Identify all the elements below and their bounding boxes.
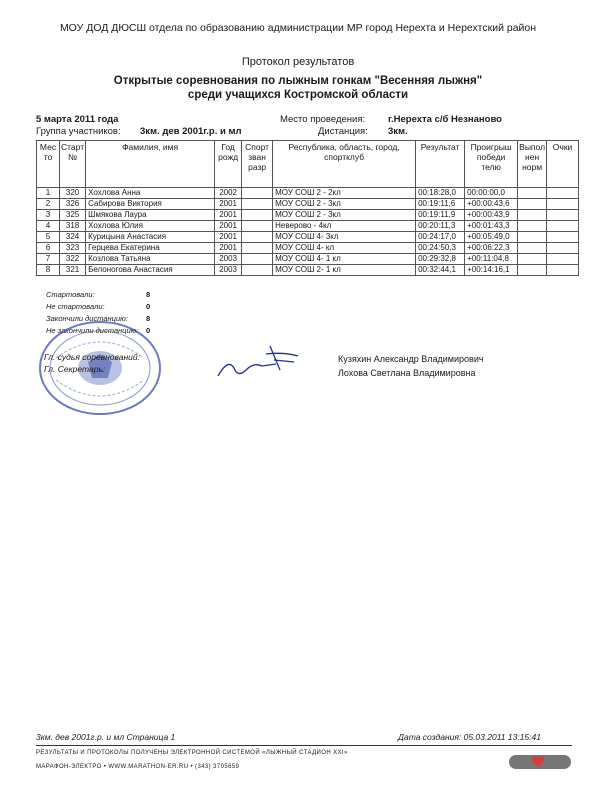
- col-place-header: Мес то: [37, 141, 60, 188]
- page-label: 3км. дев 2001г.р. и мл Страница 1: [36, 732, 176, 742]
- cell-points: [547, 232, 579, 243]
- cell-points: [547, 265, 579, 276]
- cell-rank: [242, 243, 273, 254]
- col-norm-header: Выпол нен норм: [518, 141, 547, 188]
- not-started-label: Не стартовали:: [46, 302, 105, 311]
- finished-value: 8: [146, 314, 151, 323]
- chief-secretary-label: Гл. Секретарь:: [44, 364, 106, 374]
- event-date: 5 марта 2011 года: [36, 114, 119, 125]
- system-line: РЕЗУЛЬТАТЫ И ПРОТОКОЛЫ ПОЛУЧЕНЫ ЭЛЕКТРОННОЙ СИСТЕМОЙ «ЛЫЖНЫЙ СТАДИОН XXI»: [36, 750, 348, 756]
- cell-norm: [518, 221, 547, 232]
- col-name-header: Фамилия, имя: [86, 141, 215, 188]
- col-year-header: Год рожд: [215, 141, 242, 188]
- signature-image: [210, 340, 310, 385]
- cell-year: 2001: [215, 243, 242, 254]
- cell-start: 318: [60, 221, 86, 232]
- cell-start: 326: [60, 199, 86, 210]
- table-row: [37, 199, 579, 210]
- venue-value: г.Нерехта с/б Незнаново: [388, 114, 502, 125]
- cell-points: [547, 210, 579, 221]
- cell-result: 00:20:11,3: [416, 221, 465, 232]
- cell-result: 00:24:50,3: [416, 243, 465, 254]
- cell-place: 5: [37, 232, 60, 243]
- cell-club: МОУ СОШ 4- 3кл: [273, 232, 416, 243]
- col-club-header: Республика, область, город, спортклуб: [273, 141, 416, 188]
- cell-gap: +00:00:43,6: [465, 199, 518, 210]
- cell-name: Шмякова Лаура: [86, 210, 215, 221]
- protocol-title: Протокол результатов: [241, 56, 355, 68]
- footer-divider: [36, 745, 572, 746]
- cell-year: 2001: [215, 199, 242, 210]
- cell-norm: [518, 188, 547, 199]
- table-row: [37, 232, 579, 243]
- cell-result: 00:24:17,0: [416, 232, 465, 243]
- cell-year: 2003: [215, 265, 242, 276]
- marathon-logo: [508, 752, 572, 772]
- col-gap-header: Проигрыш победи телю: [465, 141, 518, 188]
- started-label: Стартовали:: [46, 290, 95, 299]
- cell-club: Неверово - 4кл: [273, 221, 416, 232]
- cell-club: МОУ СОШ 4- кл: [273, 243, 416, 254]
- cell-rank: [242, 199, 273, 210]
- table-row: [37, 265, 579, 276]
- cell-club: МОУ СОШ 2 - 3кл: [273, 199, 416, 210]
- cell-place: 3: [37, 210, 60, 221]
- cell-name: Курицына Анастасия: [86, 232, 215, 243]
- table-row: [37, 243, 579, 254]
- distance-value: 3км.: [388, 126, 408, 137]
- cell-gap: +00:11:04,8: [465, 254, 518, 265]
- competition-title-line2: среди учащихся Костромской области: [187, 89, 409, 101]
- cell-name: Белоногова Анастасия: [86, 265, 215, 276]
- cell-place: 2: [37, 199, 60, 210]
- cell-name: Сабирова Виктория: [86, 199, 215, 210]
- contact-line: МАРАФОН-ЭЛЕКТРО • WWW.MARATHON-ER.RU • (343) 3705659: [36, 764, 240, 770]
- cell-club: МОУ СОШ 4- 1 кл: [273, 254, 416, 265]
- finished-label: Закончили дистанцию:: [46, 314, 128, 323]
- not-finished-label: Не закончили дистанцию:: [46, 326, 139, 335]
- cell-place: 4: [37, 221, 60, 232]
- cell-gap: 00:00:00,0: [465, 188, 518, 199]
- cell-start: 323: [60, 243, 86, 254]
- creation-date: Дата создания: 05.03.2011 13:15:41: [398, 732, 541, 742]
- cell-year: 2002: [215, 188, 242, 199]
- cell-norm: [518, 254, 547, 265]
- cell-norm: [518, 210, 547, 221]
- table-row: [37, 188, 579, 199]
- cell-start: 320: [60, 188, 86, 199]
- table-row: [37, 210, 579, 221]
- cell-name: Козлова Татьяна: [86, 254, 215, 265]
- cell-gap: +00:14:16,1: [465, 265, 518, 276]
- competition-title: [0, 74, 596, 102]
- not-finished-value: 0: [146, 326, 151, 335]
- chief-judge-label: Гл. судья соревнований:: [44, 352, 140, 362]
- cell-place: 6: [37, 243, 60, 254]
- cell-place: 8: [37, 265, 60, 276]
- col-start-header: Старт №: [60, 141, 86, 188]
- started-value: 8: [146, 290, 151, 299]
- col-points-header: Очки: [547, 141, 579, 188]
- cell-points: [547, 199, 579, 210]
- chief-judge-name: Кузяхин Александр Владимирович: [338, 354, 484, 364]
- venue-label: Место проведения:: [280, 114, 366, 125]
- cell-name: Герцева Екатерина: [86, 243, 215, 254]
- cell-points: [547, 188, 579, 199]
- cell-points: [547, 243, 579, 254]
- cell-rank: [242, 254, 273, 265]
- cell-result: 00:29:32,8: [416, 254, 465, 265]
- cell-place: 7: [37, 254, 60, 265]
- cell-start: 321: [60, 265, 86, 276]
- cell-gap: +00:06:22,3: [465, 243, 518, 254]
- results-table: [36, 140, 579, 276]
- cell-club: МОУ СОШ 2 - 2кл: [273, 188, 416, 199]
- not-started-value: 0: [146, 302, 151, 311]
- cell-year: 2001: [215, 210, 242, 221]
- cell-club: МОУ СОШ 2- 1 кл: [273, 265, 416, 276]
- cell-result: 00:32:44,1: [416, 265, 465, 276]
- cell-norm: [518, 243, 547, 254]
- cell-rank: [242, 210, 273, 221]
- cell-norm: [518, 232, 547, 243]
- cell-points: [547, 221, 579, 232]
- cell-result: 00:19:11,9: [416, 210, 465, 221]
- cell-name: Хохлова Анна: [86, 188, 215, 199]
- cell-result: 00:18:28,0: [416, 188, 465, 199]
- cell-start: 324: [60, 232, 86, 243]
- cell-rank: [242, 232, 273, 243]
- cell-club: МОУ СОШ 2 - 3кл: [273, 210, 416, 221]
- organization-header: МОУ ДОД ДЮСШ отдела по образованию администрации МР город Нерехта и Нерехтский район: [59, 22, 537, 34]
- col-result-header: Результат: [416, 141, 465, 188]
- cell-year: 2003: [215, 254, 242, 265]
- distance-label: Дистанция:: [318, 126, 368, 137]
- cell-year: 2001: [215, 232, 242, 243]
- cell-gap: +00:00:43,9: [465, 210, 518, 221]
- cell-gap: +00:01:43,3: [465, 221, 518, 232]
- cell-rank: [242, 265, 273, 276]
- col-rank-header: Спорт зван разр: [242, 141, 273, 188]
- cell-points: [547, 254, 579, 265]
- cell-name: Хохлова Юлия: [86, 221, 215, 232]
- table-row: [37, 254, 579, 265]
- cell-norm: [518, 199, 547, 210]
- cell-norm: [518, 265, 547, 276]
- cell-rank: [242, 188, 273, 199]
- cell-gap: +00:05:49,0: [465, 232, 518, 243]
- cell-start: 325: [60, 210, 86, 221]
- cell-rank: [242, 221, 273, 232]
- group-label: Группа участников:: [36, 126, 121, 137]
- chief-secretary-name: Лохова Светлана Владимировна: [338, 368, 476, 378]
- cell-result: 00:19:11,6: [416, 199, 465, 210]
- competition-title-line1: Открытые соревнования по лыжным гонкам "Весенняя лыжня": [113, 75, 483, 87]
- cell-place: 1: [37, 188, 60, 199]
- table-header-row: [37, 141, 579, 188]
- cell-year: 2001: [215, 221, 242, 232]
- cell-start: 322: [60, 254, 86, 265]
- table-row: [37, 221, 579, 232]
- group-value: 3км. дев 2001г.р. и мл: [140, 126, 242, 137]
